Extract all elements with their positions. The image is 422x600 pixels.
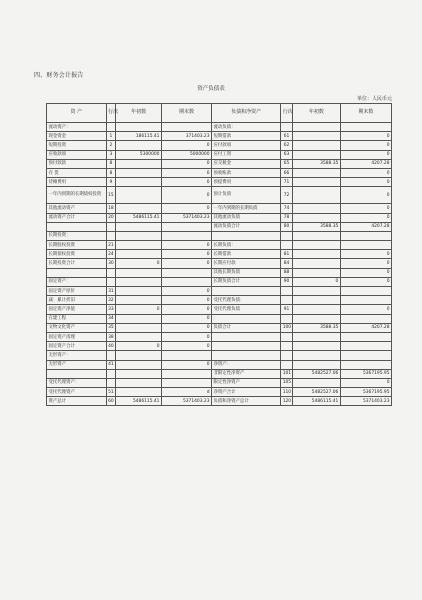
asset-end — [161, 222, 211, 231]
liability-begin — [292, 296, 340, 305]
asset-end: 0 — [161, 241, 211, 250]
liability-end: 4207.28 — [340, 222, 391, 231]
liability-line: 101 — [281, 369, 293, 378]
asset-name: 固定资产清理 — [47, 332, 107, 341]
liability-end — [340, 296, 391, 305]
liability-end — [340, 314, 391, 323]
table-row — [47, 296, 392, 305]
liability-end — [340, 351, 391, 360]
asset-line: 51 — [106, 388, 116, 397]
asset-name: 一年内到期的长期债权投资 — [47, 187, 107, 204]
asset-line: 34 — [106, 314, 116, 323]
liability-line: 88 — [281, 268, 293, 277]
asset-begin — [116, 123, 162, 132]
asset-line — [106, 231, 116, 240]
asset-line — [106, 378, 116, 387]
liability-line: 91 — [281, 305, 293, 314]
asset-begin — [116, 222, 162, 231]
liability-line — [281, 287, 293, 296]
asset-name: 无形资产： — [47, 351, 107, 360]
asset-begin — [116, 204, 162, 213]
asset-begin: 0 — [116, 305, 162, 314]
asset-line — [106, 369, 116, 378]
asset-begin — [116, 369, 162, 378]
asset-line: 20 — [106, 213, 116, 222]
liability-name: 其他长期负债 — [212, 268, 281, 277]
liability-name: 一年内到期的长期负债 — [212, 204, 281, 213]
asset-end: 5000000 — [161, 150, 211, 159]
asset-begin: 0 — [116, 342, 162, 351]
asset-begin — [116, 332, 162, 341]
table-row — [47, 332, 392, 341]
asset-name: 长期股权投资 — [47, 241, 107, 250]
liability-begin — [292, 314, 340, 323]
table-row — [47, 132, 392, 141]
asset-begin — [116, 241, 162, 250]
liability-name: 净资产： — [212, 360, 281, 369]
asset-name — [47, 268, 107, 277]
liability-name: 非限定性净资产 — [212, 369, 281, 378]
liability-begin — [292, 305, 340, 314]
asset-begin — [116, 159, 162, 168]
liability-begin: 0 — [292, 277, 340, 286]
liability-begin: 3588.35 — [292, 159, 340, 168]
asset-end: 5371403.23 — [161, 213, 211, 222]
asset-end: 0 — [161, 259, 211, 268]
liability-begin: 5482527.06 — [292, 388, 340, 397]
asset-begin — [116, 314, 162, 323]
liability-line: 120 — [281, 397, 293, 406]
liability-begin — [292, 141, 340, 150]
table-row — [47, 397, 392, 406]
liability-end — [340, 332, 391, 341]
asset-end: 0 — [161, 204, 211, 213]
asset-begin: 186115.41 — [116, 132, 162, 141]
asset-begin — [116, 141, 162, 150]
asset-name: 其他流动资产 — [47, 204, 107, 213]
table-row — [47, 388, 392, 397]
asset-end: 0 — [161, 159, 211, 168]
asset-line: 24 — [106, 250, 116, 259]
liability-begin: 3588.35 — [292, 222, 340, 231]
asset-end: 0 — [161, 178, 211, 187]
asset-name: 现金资金 — [47, 132, 107, 141]
liability-end — [340, 342, 391, 351]
asset-end: 0 — [161, 305, 211, 314]
asset-name: 流动资产： — [47, 123, 107, 132]
liability-line — [281, 296, 293, 305]
liability-line — [281, 123, 293, 132]
asset-begin — [116, 360, 162, 369]
liability-name: 长期借款 — [212, 250, 281, 259]
asset-name — [47, 369, 107, 378]
liability-line: 61 — [281, 132, 293, 141]
asset-line: 32 — [106, 296, 116, 305]
liability-begin: 5486115.41 — [292, 397, 340, 406]
asset-begin — [116, 187, 162, 204]
liability-line: 110 — [281, 388, 293, 397]
liability-name — [212, 314, 281, 323]
liability-end: 5367195.95 — [340, 369, 391, 378]
table-header-row — [47, 104, 392, 123]
asset-end: 0 — [161, 314, 211, 323]
header-liabilities: 负债和净资产 — [212, 104, 281, 123]
asset-line — [106, 351, 116, 360]
asset-name: 固定资产： — [47, 277, 107, 286]
asset-line: 8 — [106, 168, 116, 177]
liability-end: 0 — [340, 187, 391, 204]
asset-end — [161, 231, 211, 240]
table-row — [47, 168, 392, 177]
liability-line: 65 — [281, 159, 293, 168]
liability-end: 0 — [340, 378, 391, 387]
liability-line — [281, 231, 293, 240]
asset-end: 0 — [161, 323, 211, 332]
asset-name: 固定资产净值 — [47, 305, 107, 314]
liability-name: 应交税金 — [212, 159, 281, 168]
liability-line: 74 — [281, 204, 293, 213]
liability-name — [212, 231, 281, 240]
asset-end: 0 — [161, 296, 211, 305]
asset-line: 30 — [106, 259, 116, 268]
header-end: 期末数 — [161, 104, 211, 123]
asset-end — [161, 123, 211, 132]
liability-end: 4207.28 — [340, 159, 391, 168]
asset-end — [161, 351, 211, 360]
liability-begin: 3588.35 — [292, 323, 340, 332]
asset-begin: 5486115.41 — [116, 397, 162, 406]
liability-name — [212, 287, 281, 296]
liability-begin — [292, 342, 340, 351]
table-row — [47, 178, 392, 187]
asset-end: 0 — [161, 250, 211, 259]
table-row — [47, 141, 392, 150]
table-row — [47, 204, 392, 213]
asset-begin — [116, 287, 162, 296]
header-assets: 资 产 — [47, 104, 107, 123]
asset-name: 预付款款 — [47, 159, 107, 168]
asset-line: 3 — [106, 150, 116, 159]
liability-begin — [292, 332, 340, 341]
table-row — [47, 241, 392, 250]
liability-line: 62 — [281, 141, 293, 150]
table-row — [47, 150, 392, 159]
liability-name: 长期负债合计 — [212, 277, 281, 286]
liability-end: 0 — [340, 277, 391, 286]
liability-end: 0 — [340, 305, 391, 314]
liability-end: 0 — [340, 132, 391, 141]
header-end: 期末数 — [340, 104, 391, 123]
asset-line: 1 — [106, 132, 116, 141]
table-row — [47, 342, 392, 351]
asset-line: 2 — [106, 141, 116, 150]
asset-name: 受托代理资产： — [47, 378, 107, 387]
asset-name: 流动资产合计 — [47, 213, 107, 222]
liability-line: 78 — [281, 213, 293, 222]
liability-name: 短期借款 — [212, 132, 281, 141]
liability-begin — [292, 250, 340, 259]
liability-name: 应付工资 — [212, 150, 281, 159]
liability-end — [340, 241, 391, 250]
liability-name: 流动负债合计 — [212, 222, 281, 231]
asset-name: 长期投资合计 — [47, 259, 107, 268]
liability-begin — [292, 360, 340, 369]
asset-name: 应收款项 — [47, 150, 107, 159]
asset-line: 18 — [106, 204, 116, 213]
asset-line: 9 — [106, 178, 116, 187]
liability-name: 长期应付款 — [212, 259, 281, 268]
asset-line: 41 — [106, 360, 116, 369]
asset-name: 待摊费用 — [47, 178, 107, 187]
asset-end: 0 — [161, 332, 211, 341]
liability-line: 63 — [281, 150, 293, 159]
table-row — [47, 277, 392, 286]
liability-begin — [292, 351, 340, 360]
liability-end — [340, 287, 391, 296]
asset-end: d — [161, 388, 211, 397]
liability-line — [281, 332, 293, 341]
liability-name — [212, 342, 281, 351]
table-row — [47, 314, 392, 323]
asset-line — [106, 222, 116, 231]
table-row — [47, 360, 392, 369]
header-begin: 年初数 — [116, 104, 162, 123]
liability-end: 5367195.95 — [340, 388, 391, 397]
asset-begin — [116, 296, 162, 305]
asset-name: 减：累计折旧 — [47, 296, 107, 305]
table-row — [47, 351, 392, 360]
liability-end: 0 — [340, 178, 391, 187]
liability-begin — [292, 241, 340, 250]
liability-line: 66 — [281, 168, 293, 177]
asset-line — [106, 277, 116, 286]
asset-line: 33 — [106, 305, 116, 314]
liability-line: 71 — [281, 178, 293, 187]
section-heading: 四、财务会计报告 — [34, 72, 84, 79]
asset-begin: 5486115.41 — [116, 213, 162, 222]
liability-line: 105 — [281, 378, 293, 387]
liability-begin — [292, 259, 340, 268]
liability-name: 净资产合计 — [212, 388, 281, 397]
table-row — [47, 187, 392, 204]
liability-end: 0 — [340, 150, 391, 159]
asset-line: 15 — [106, 187, 116, 204]
sheet-title: 资产负债表 — [197, 86, 225, 92]
liability-name: 负债合计 — [212, 323, 281, 332]
liability-line: 84 — [281, 259, 293, 268]
liability-begin — [292, 178, 340, 187]
asset-begin — [116, 168, 162, 177]
liability-end: 0 — [340, 141, 391, 150]
unit-note: 单位：人民币元 — [356, 96, 392, 102]
table-row — [47, 250, 392, 259]
asset-end: 5371403.23 — [161, 397, 211, 406]
asset-line: 31 — [106, 287, 116, 296]
asset-name: 资产总计 — [47, 397, 107, 406]
asset-begin — [116, 378, 162, 387]
liability-line: 80 — [281, 222, 293, 231]
liability-end: 0 — [340, 259, 391, 268]
liability-name: 其他流动负债 — [212, 213, 281, 222]
liability-end — [340, 231, 391, 240]
header-begin: 年初数 — [292, 104, 340, 123]
asset-end: 0 — [161, 287, 211, 296]
table-row — [47, 231, 392, 240]
asset-line: 40 — [106, 342, 116, 351]
liability-name: 限定性净资产 — [212, 378, 281, 387]
liability-begin — [292, 132, 340, 141]
liability-line — [281, 314, 293, 323]
asset-name: 存 货 — [47, 168, 107, 177]
liability-line: 100 — [281, 323, 293, 332]
table-row — [47, 378, 392, 387]
asset-line: 8 — [106, 159, 116, 168]
liability-end — [340, 123, 391, 132]
asset-begin: 5300000 — [116, 150, 162, 159]
asset-begin — [116, 250, 162, 259]
asset-line: 21 — [106, 241, 116, 250]
liability-name: 流动负债： — [212, 123, 281, 132]
asset-begin — [116, 388, 162, 397]
asset-end: 0 — [161, 187, 211, 204]
asset-end — [161, 378, 211, 387]
liability-line: 72 — [281, 187, 293, 204]
liability-begin — [292, 213, 340, 222]
liability-name — [212, 351, 281, 360]
table-row — [47, 123, 392, 132]
liability-end: 0 — [340, 250, 391, 259]
asset-begin — [116, 178, 162, 187]
asset-begin — [116, 323, 162, 332]
table-row — [47, 159, 392, 168]
asset-begin — [116, 277, 162, 286]
liability-line — [281, 342, 293, 351]
table-row — [47, 268, 392, 277]
asset-name: 受托代理资产 — [47, 388, 107, 397]
liability-begin: 5482527.06 — [292, 369, 340, 378]
asset-name: 长期债权投资 — [47, 250, 107, 259]
liability-name: 负债和净资产总计 — [212, 397, 281, 406]
liability-end: 0 — [340, 268, 391, 277]
liability-name: 受托代理负债 — [212, 305, 281, 314]
asset-end: 0 — [161, 168, 211, 177]
asset-name: 无形资产 — [47, 360, 107, 369]
asset-begin — [116, 268, 162, 277]
liability-line — [281, 351, 293, 360]
asset-name: 固定资产合计 — [47, 342, 107, 351]
liability-end: 4207.28 — [340, 323, 391, 332]
asset-line: 60 — [106, 397, 116, 406]
liability-begin — [292, 378, 340, 387]
asset-end: 371403.23 — [161, 132, 211, 141]
asset-name: 固定资产原价 — [47, 287, 107, 296]
asset-end: 0 — [161, 342, 211, 351]
asset-begin — [116, 231, 162, 240]
asset-end: 0 — [161, 360, 211, 369]
header-line-no: 行次 — [106, 104, 116, 123]
table-row — [47, 305, 392, 314]
liability-begin — [292, 187, 340, 204]
asset-begin — [116, 351, 162, 360]
liability-begin — [292, 123, 340, 132]
liability-line: 90 — [281, 277, 293, 286]
asset-line — [106, 268, 116, 277]
asset-end: 0 — [161, 141, 211, 150]
asset-end — [161, 369, 211, 378]
asset-begin: 0 — [116, 259, 162, 268]
header-line-no: 行次 — [281, 104, 293, 123]
liability-begin — [292, 268, 340, 277]
table-row — [47, 323, 392, 332]
liability-name: 长期负债： — [212, 241, 281, 250]
asset-name — [47, 222, 107, 231]
liability-begin — [292, 231, 340, 240]
table-row — [47, 213, 392, 222]
liability-name: 预收账款 — [212, 168, 281, 177]
liability-end: 0 — [340, 168, 391, 177]
liability-begin — [292, 168, 340, 177]
asset-line — [106, 123, 116, 132]
asset-name: 在建工程 — [47, 314, 107, 323]
liability-name: 预计负债 — [212, 187, 281, 204]
liability-line: 81 — [281, 250, 293, 259]
liability-name: 预提费用 — [212, 178, 281, 187]
liability-end: 0 — [340, 213, 391, 222]
liability-begin — [292, 204, 340, 213]
asset-end — [161, 277, 211, 286]
asset-name: 文物文化资产 — [47, 323, 107, 332]
table-row — [47, 287, 392, 296]
liability-line — [281, 241, 293, 250]
liability-begin — [292, 150, 340, 159]
liability-begin — [292, 287, 340, 296]
liability-end — [340, 360, 391, 369]
liability-name — [212, 332, 281, 341]
table-row — [47, 222, 392, 231]
asset-line: 38 — [106, 332, 116, 341]
liability-name: 受托代理负债： — [212, 296, 281, 305]
asset-name: 短期投资 — [47, 141, 107, 150]
asset-name: 长期投资： — [47, 231, 107, 240]
liability-end: 0 — [340, 204, 391, 213]
liability-name: 应付款项 — [212, 141, 281, 150]
asset-line: 35 — [106, 323, 116, 332]
table-row — [47, 369, 392, 378]
liability-end: 5371403.23 — [340, 397, 391, 406]
balance-sheet-table — [46, 103, 392, 406]
asset-end — [161, 268, 211, 277]
table-row — [47, 259, 392, 268]
liability-line — [281, 360, 293, 369]
